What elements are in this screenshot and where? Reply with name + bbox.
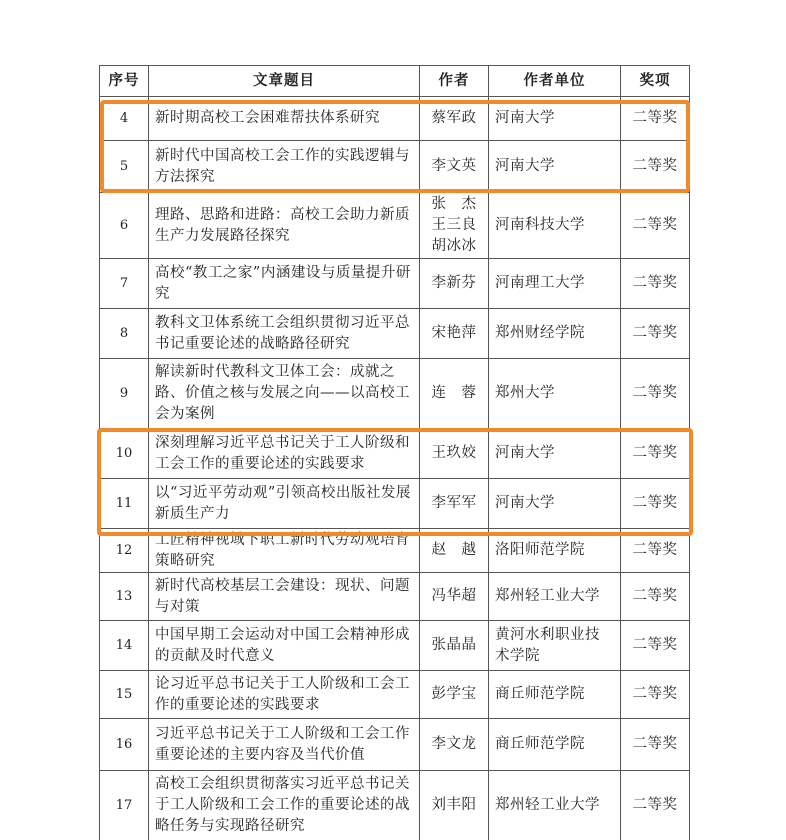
table-row <box>100 771 690 840</box>
award-cell: 二等奖 <box>621 309 690 359</box>
author-name: 彭学宝 <box>431 686 477 702</box>
article-title-cell: 高校“教工之家”内涵建设与质量提升研究 <box>149 259 420 309</box>
author-unit-cell: 商丘师范学院 <box>489 671 621 719</box>
row-number-cell: 5 <box>100 141 149 193</box>
header-author: 作者 <box>420 66 489 97</box>
award-cell: 二等奖 <box>621 573 690 621</box>
author-cell <box>420 359 489 429</box>
author-unit-cell: 洛阳师范学院 <box>489 529 621 573</box>
author-cell <box>420 529 489 573</box>
author-name: 宋艳萍 <box>431 325 477 341</box>
author-name: 胡冰冰 <box>431 238 477 254</box>
row-number-cell: 15 <box>100 671 149 719</box>
author-unit-cell: 商丘师范学院 <box>489 719 621 771</box>
author-cell <box>420 141 489 193</box>
article-title-cell: 理路、思路和进路：高校工会助力新质生产力发展路径探究 <box>149 193 420 259</box>
header-unit: 作者单位 <box>489 66 621 97</box>
author-name: 李文龙 <box>431 736 477 752</box>
row-number-cell: 16 <box>100 719 149 771</box>
author-cell <box>420 573 489 621</box>
article-title-cell: 解读新时代教科文卫体工会：成就之路、价值之核与发展之向——以高校工会为案例 <box>149 359 420 429</box>
author-unit-cell: 黄河水利职业技术学院 <box>489 621 621 671</box>
award-cell: 二等奖 <box>621 529 690 573</box>
author-name: 李新芬 <box>431 275 477 291</box>
author-name: 张 杰 <box>431 196 477 212</box>
author-cell <box>420 479 489 529</box>
row-number-cell: 12 <box>100 529 149 573</box>
table-header-row <box>100 66 690 97</box>
row-number-cell: 7 <box>100 259 149 309</box>
header-title: 文章题目 <box>149 66 420 97</box>
author-name: 李文英 <box>431 158 477 174</box>
row-number-cell: 6 <box>100 193 149 259</box>
header-award: 奖项 <box>621 66 690 97</box>
author-name: 刘丰阳 <box>431 797 477 813</box>
article-title-cell: 高校工会组织贯彻落实习近平总书记关于工人阶级和工会工作的重要论述的战略任务与实现路径研究 <box>149 771 420 840</box>
author-unit-cell: 河南理工大学 <box>489 259 621 309</box>
author-cell <box>420 429 489 479</box>
article-title-cell: 新时代中国高校工会工作的实践逻辑与方法探究 <box>149 141 420 193</box>
article-title-cell: 深刻理解习近平总书记关于工人阶级和工会工作的重要论述的实践要求 <box>149 429 420 479</box>
award-cell: 二等奖 <box>621 621 690 671</box>
table-row <box>100 193 690 259</box>
author-cell <box>420 309 489 359</box>
author-cell <box>420 97 489 141</box>
row-number-cell: 14 <box>100 621 149 671</box>
award-cell: 二等奖 <box>621 97 690 141</box>
table-row <box>100 671 690 719</box>
author-name: 赵 越 <box>431 542 477 558</box>
award-cell: 二等奖 <box>621 359 690 429</box>
author-unit-cell: 郑州财经学院 <box>489 309 621 359</box>
table-row <box>100 359 690 429</box>
table-row <box>100 573 690 621</box>
article-title-cell: 新时代高校基层工会建设：现状、问题与对策 <box>149 573 420 621</box>
award-cell: 二等奖 <box>621 193 690 259</box>
author-unit-cell: 河南科技大学 <box>489 193 621 259</box>
table-row <box>100 309 690 359</box>
award-cell: 二等奖 <box>621 479 690 529</box>
table-body <box>100 97 690 840</box>
article-title-cell: 新时期高校工会困难帮扶体系研究 <box>149 97 420 141</box>
article-title-cell: 习近平总书记关于工人阶级和工会工作重要论述的主要内容及当代价值 <box>149 719 420 771</box>
author-unit-cell: 河南大学 <box>489 141 621 193</box>
author-cell <box>420 259 489 309</box>
row-number-cell: 11 <box>100 479 149 529</box>
award-cell: 二等奖 <box>621 771 690 840</box>
author-cell <box>420 193 489 259</box>
row-number-cell: 9 <box>100 359 149 429</box>
article-title-cell: 工匠精神视域下职工新时代劳动观培育策略研究 <box>149 529 420 573</box>
award-cell: 二等奖 <box>621 259 690 309</box>
author-name: 张晶晶 <box>431 637 477 653</box>
table-row <box>100 141 690 193</box>
article-title-cell: 论习近平总书记关于工人阶级和工会工作的重要论述的实践要求 <box>149 671 420 719</box>
row-number-cell: 8 <box>100 309 149 359</box>
row-number-cell: 10 <box>100 429 149 479</box>
author-cell <box>420 719 489 771</box>
award-cell: 二等奖 <box>621 671 690 719</box>
author-cell <box>420 671 489 719</box>
award-list-table <box>99 65 690 840</box>
award-cell: 二等奖 <box>621 429 690 479</box>
table-row <box>100 97 690 141</box>
author-unit-cell: 河南大学 <box>489 429 621 479</box>
award-cell: 二等奖 <box>621 719 690 771</box>
author-cell <box>420 621 489 671</box>
author-name: 蔡军政 <box>431 110 477 126</box>
article-title-cell: 教科文卫体系统工会组织贯彻习近平总书记重要论述的战略路径研究 <box>149 309 420 359</box>
table-row <box>100 259 690 309</box>
row-number-cell: 17 <box>100 771 149 840</box>
author-unit-cell: 河南大学 <box>489 97 621 141</box>
table-row <box>100 529 690 573</box>
author-name: 连 蓉 <box>431 385 477 401</box>
author-name: 冯华超 <box>431 588 477 604</box>
table-row <box>100 479 690 529</box>
article-title-cell: 中国早期工会运动对中国工会精神形成的贡献及时代意义 <box>149 621 420 671</box>
table-row <box>100 719 690 771</box>
header-no: 序号 <box>100 66 149 97</box>
table-row <box>100 621 690 671</box>
author-name: 李军军 <box>431 495 477 511</box>
table-row <box>100 429 690 479</box>
author-cell <box>420 771 489 840</box>
row-number-cell: 4 <box>100 97 149 141</box>
article-title-cell: 以“习近平劳动观”引领高校出版社发展新质生产力 <box>149 479 420 529</box>
author-name: 王三良 <box>431 217 477 233</box>
author-unit-cell: 郑州大学 <box>489 359 621 429</box>
author-unit-cell: 郑州轻工业大学 <box>489 573 621 621</box>
author-unit-cell: 河南大学 <box>489 479 621 529</box>
award-cell: 二等奖 <box>621 141 690 193</box>
author-name: 王玖姣 <box>431 445 477 461</box>
author-unit-cell: 郑州轻工业大学 <box>489 771 621 840</box>
row-number-cell: 13 <box>100 573 149 621</box>
